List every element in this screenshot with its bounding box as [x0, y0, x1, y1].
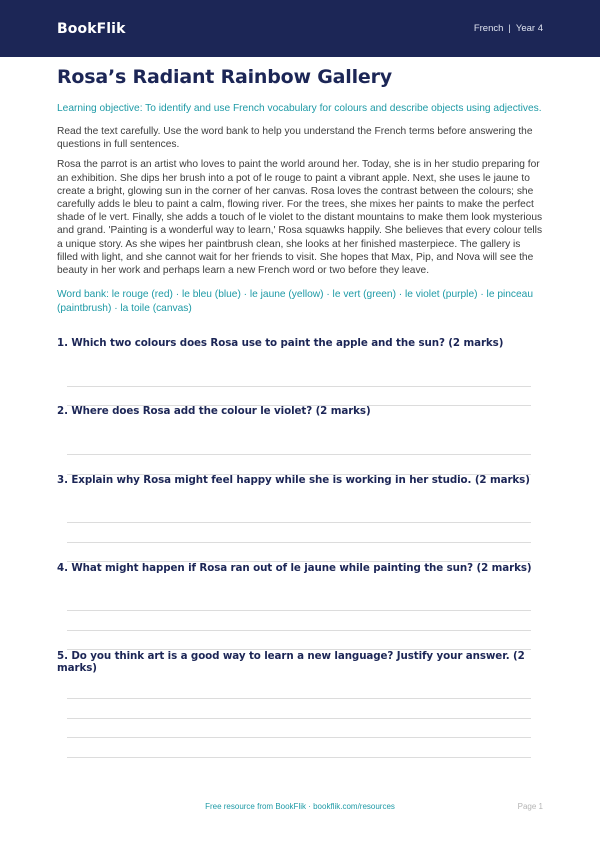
answer-line[interactable]: [67, 610, 531, 611]
question-4: 4. What might happen if Rosa ran out of le jaune while painting the sun? (2 marks): [57, 562, 532, 574]
page-header: [0, 0, 600, 57]
year-label: Year 4: [515, 23, 543, 34]
question-2: 2. Where does Rosa add the colour le violet? (2 marks): [57, 405, 371, 417]
answer-line[interactable]: [67, 737, 531, 738]
answer-line[interactable]: [67, 386, 531, 387]
question-3: 3. Explain why Rosa might feel happy while she is working in her studio. (2 marks): [57, 474, 530, 486]
subject-label: French: [473, 23, 504, 34]
worksheet-body: [57, 64, 543, 315]
instructions: Read the text carefully. Use the word bank to help you understand the French terms before answering the questions in full sentences.: [57, 126, 533, 151]
question-5: 5. Do you think art is a good way to learn a new language? Justify your answer. (2 marks): [57, 650, 525, 674]
meta-separator: |: [508, 23, 511, 34]
page-number: Page 1: [517, 802, 543, 811]
reading-passage: Rosa the parrot is an artist who loves to paint the world around her. Today, she is in her studio preparing for an exhibition. She dips her brush into a pot of le rouge to paint a vibrant apple. Next, she uses le jaune to create a bright, glowing sun in the corner of her canvas. Rosa loves the contrast between the colours; she carefully adds le bleu to paint a calm, flowing river. For the trees, she mixes her paints to make the perfect shade of le vert. Finally, she adds a touch of le violet to the distant mountains to make them look mysterious and grand. 'Painting is a wonderful way to learn,' Rosa squawks happily. She believes that every colour tells a unique story. As she wipes her paintbrush clean, she looks at her finished masterpiece. The gallery is filled with light, and she cannot wait for her friends to visit. She hopes that Max, Pip, and Nova will see the beauty in her work and perhaps learn a new French word or two before they leave.: [57, 159, 543, 277]
subject-year: [474, 23, 543, 34]
worksheet-title: Rosa’s Radiant Rainbow Gallery: [57, 66, 392, 88]
answer-line[interactable]: [67, 718, 531, 719]
answer-line[interactable]: [67, 542, 531, 543]
answer-line[interactable]: [67, 454, 531, 455]
learning-objective: Learning objective: To identify and use French vocabulary for colours and describe objects using adjectives.: [57, 103, 542, 114]
answer-line[interactable]: [67, 698, 531, 699]
footer-link[interactable]: Free resource from BookFlik · bookflik.com/resources: [205, 802, 395, 811]
answer-line[interactable]: [67, 522, 531, 523]
question-1: 1. Which two colours does Rosa use to paint the apple and the sun? (2 marks): [57, 337, 504, 349]
answer-line[interactable]: [67, 630, 531, 631]
brand-logo: BookFlik: [57, 20, 126, 37]
answer-line[interactable]: [67, 757, 531, 758]
word-bank: Word bank: le rouge (red) · le bleu (blue) · le jaune (yellow) · le vert (green) · le violet (purple) · le pinceau (paintbrush) · la toile (canvas): [57, 289, 534, 314]
